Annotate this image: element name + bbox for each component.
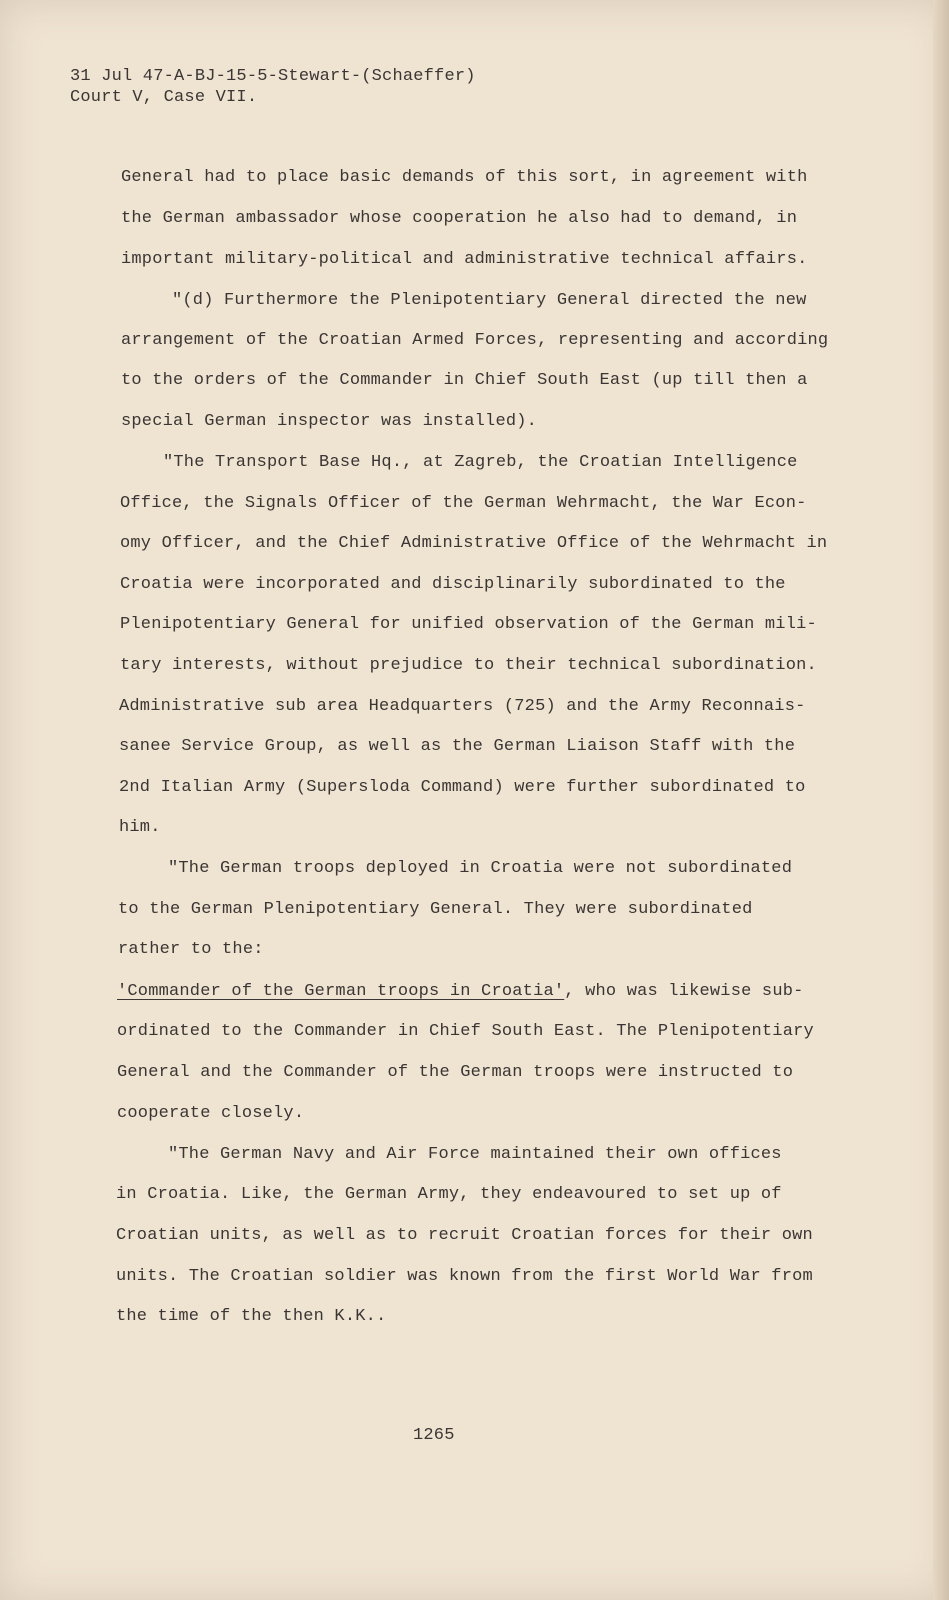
page-number: 1265 xyxy=(413,1426,455,1445)
text-line: "(d) Furthermore the Plenipotentiary General directed the new xyxy=(172,291,807,310)
text-line: "The German Navy and Air Force maintained their own offices xyxy=(168,1145,782,1164)
text-line: in Croatia. Like, the German Army, they endeavoured to set up of xyxy=(116,1185,782,1204)
text-line: Croatia were incorporated and disciplinarily subordinated to the xyxy=(120,575,786,594)
text-line: Croatian units, as well as to recruit Croatian forces for their own xyxy=(116,1226,813,1245)
text-line: Plenipotentiary General for unified observation of the German mili- xyxy=(120,615,817,634)
text-line: "The German troops deployed in Croatia were not subordinated xyxy=(168,859,793,878)
text-line: to the orders of the Commander in Chief South East (up till then a xyxy=(121,371,808,390)
text-line: cooperate closely. xyxy=(117,1104,305,1123)
text-line: Administrative sub area Headquarters (725) and the Army Reconnais- xyxy=(119,697,806,716)
text-line: General and the Commander of the German troops were instructed to xyxy=(117,1063,794,1082)
text-line: the German ambassador whose cooperation he also had to demand, in xyxy=(121,209,798,228)
reference-line: 31 Jul 47-A-BJ-15-5-Stewart-(Schaeffer) xyxy=(70,67,476,86)
text-line: important military-political and administrative technical affairs. xyxy=(121,250,808,269)
page-edge xyxy=(933,0,949,1600)
text-line: "The Transport Base Hq., at Zagreb, the Croatian Intelligence xyxy=(163,453,798,472)
text-line: rather to the: xyxy=(118,940,264,959)
text-line: the time of the then K.K.. xyxy=(116,1307,387,1326)
text-line: sanee Service Group, as well as the German Liaison Staff with the xyxy=(119,737,796,756)
underlined-title: 'Commander of the German troops in Croatia' xyxy=(117,982,565,1001)
text-line: units. The Croatian soldier was known from the first World War from xyxy=(116,1267,813,1286)
text-line: special German inspector was installed). xyxy=(121,412,538,431)
text-line: him. xyxy=(119,818,161,837)
text-line: General had to place basic demands of this sort, in agreement with xyxy=(121,168,808,187)
document-header xyxy=(70,66,476,108)
text-continuation: , who was likewise sub- xyxy=(564,982,804,1001)
court-line: Court V, Case VII. xyxy=(70,88,258,107)
text-line: Office, the Signals Officer of the German Wehrmacht, the War Econ- xyxy=(120,494,807,513)
text-line: tary interests, without prejudice to their technical subordination. xyxy=(120,656,817,675)
text-line: arrangement of the Croatian Armed Forces, representing and according xyxy=(121,331,829,350)
text-line: omy Officer, and the Chief Administrative Office of the Wehrmacht in xyxy=(120,534,828,553)
text-line: 2nd Italian Army (Supersloda Command) were further subordinated to xyxy=(119,778,806,797)
text-line: ordinated to the Commander in Chief South East. The Plenipotentiary xyxy=(117,1022,814,1041)
text-line: to the German Plenipotentiary General. They were subordinated xyxy=(118,900,753,919)
text-line xyxy=(117,982,804,1001)
